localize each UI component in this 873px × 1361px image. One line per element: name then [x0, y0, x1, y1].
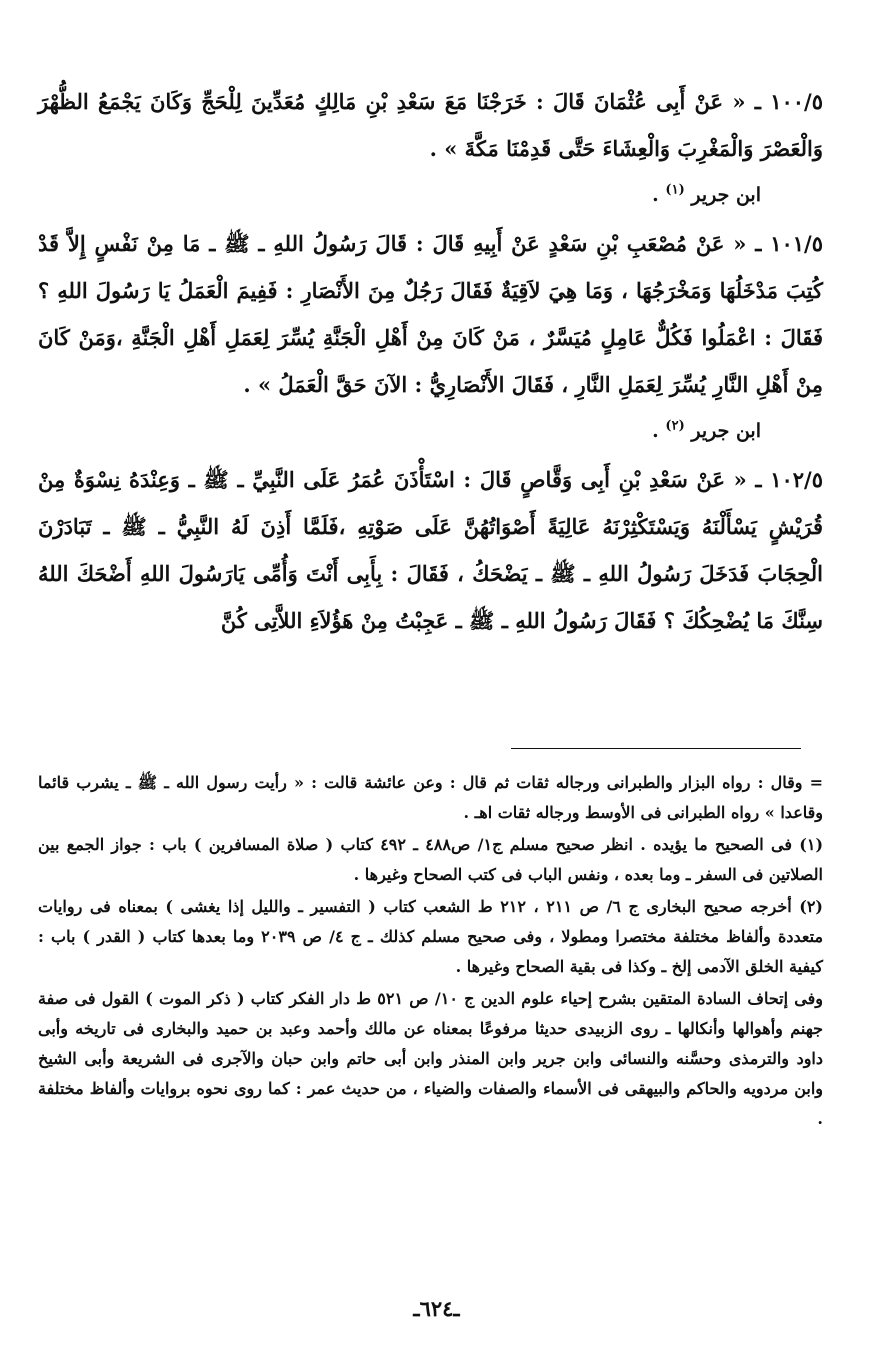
footnotes [38, 768, 823, 1136]
page-number: ـ٦٢٤ـ [413, 1296, 460, 1321]
source-name: ابن جرير [691, 184, 761, 206]
footnote-2: (٢) أخرجه صحيح البخارى ج ٦/ ص ٢١١ ، ٢١٢ ط الشعب كتاب ( التفسير ـ والليل إذا يغشى ) بمعناه فى روايات متعددة وألفاظ مختلفة مختصرا ومطولا ، وفى صحيح مسلم كذلك ـ ج ٤/ ص ٢٠٣٩ وما بعدها كتاب ( القدر ) باب : كيفية الخلق الآدمى إلخ ـ وكذا فى بقية الصحاح وغيرها . [38, 897, 824, 976]
footnote-ref-2: (٢) [665, 418, 685, 434]
main-text [38, 78, 823, 644]
hadith-102: ١٠٢/٥ ـ « عَنْ سَعْدِ بْنِ أَبِى وَقَّاصٍ قَالَ : اسْتَأْذَنَ عُمَرُ عَلَى النَّبِيِّ ـ ﷺ ـ وَعِنْدَهُ نِسْوَةٌ مِنْ قُرَيْشٍ يَسْأَلْنَهُ وَيَسْتَكْثِرْنَهُ عَالِيَةً أَصْوَاتُهُنَّ عَلَى صَوْتِهِ ،فَلَمَّا أَذِنَ لَهُ النَّبِيُّ ـ ﷺ ـ تَبَادَرْنَ الْحِجَابَ فَدَخَلَ رَسُولُ اللهِ ـ ﷺ ـ يَضْحَكُ ، فَقَالَ : بِأَبِى أَنْتَ وَأُمِّى يَارَسُولَ اللهِ أَضْحَكَ اللهُ سِنَّكَ مَا يُضْحِكُكَ ؟ فَقَالَ رَسُولُ اللهِ ـ ﷺ ـ عَجِبْتُ مِنْ هَؤُلاَءِ اللاَّتِى كُنَّ [38, 467, 823, 633]
hadith-100-source [38, 172, 823, 218]
hadith-101-source [38, 408, 823, 454]
footnote-continuation: = وقال : رواه البزار والطبرانى ورجاله ثقات ثم قال : وعن عائشة قالت : « رأيت رسول الله ـ ﷺ ـ يشرب قائما وقاعدا » رواه الطبرانى فى الأوسط ورجاله ثقات اهـ . [38, 773, 823, 822]
footnote-divider [511, 748, 801, 749]
source-name: ابن جرير [691, 420, 761, 442]
source-dot: . [652, 420, 659, 442]
footnote-2-continuation: وفى إتحاف السادة المتقين بشرح إحياء علوم الدين ج ١٠/ ص ٥٢١ ط دار الفكر كتاب ( ذكر الموت ) القول فى صفة جهنم وأهوالها وأنكالها ـ روى الزبيدى حديثا مرفوعًا بمعناه عن مالك وأحمد وعبد بن حميد والبخارى فى تاريخه وأبى داود والترمذى وحسَّنه والنسائى وابن جرير وابن المنذر وابن أبى حاتم وابن حبان والآجرى فى الشريعة وأبى الشيخ وابن مردويه والحاكم والبيهقى فى الأسماء والصفات والضياء ، من حديث عمر : كما روى نحوه بروايات وألفاظ مختلفة . [38, 989, 824, 1128]
footnote-ref-1: (١) [665, 182, 685, 198]
hadith-101: ١٠١/٥ ـ « عَنْ مُصْعَبِ بْنِ سَعْدٍ عَنْ أَبِيهِ قَالَ : قَالَ رَسُولُ اللهِ ـ ﷺ ـ مَا مِنْ نَفْسٍ إِلاَّ قَدْ كُتِبَ مَدْخَلُهَا وَمَخْرَجُهَا ، وَمَا هِيَ لاَقِيَةٌ فَقَالَ رَجُلٌ مِنَ الأَنْصَارِ : فَفِيمَ الْعَمَلُ يَا رَسُولَ اللهِ ؟ فَقَالَ : اعْمَلُوا فَكُلٌّ عَامِلٍ مُيَسَّرٌ ، مَنْ كَانَ مِنْ أَهْلِ الْجَنَّةِ يُسِّرَ لِعَمَلِ أَهْلِ الْجَنَّةِ ،وَمَنْ كَانَ مِنْ أَهْلِ النَّارِ يُسِّرَ لِعَمَلِ النَّارِ ، فَقَالَ الأَنْصَارِيُّ : الآنَ حَقَّ الْعَمَلُ » . [38, 231, 823, 397]
source-dot: . [652, 184, 659, 206]
hadith-100: ١٠٠/٥ ـ « عَنْ أَبِى عُثْمَانَ قَالَ : خَرَجْنَا مَعَ سَعْدِ بْنِ مَالِكٍ مُعَدِّينَ لِلْحَجِّ وَكَانَ يَجْمَعُ الظُّهْرَ وَالْعَصْرَ وَالْمَغْرِبَ وَالْعِشَاءَ حَتَّى قَدِمْنَا مَكَّةَ » . [38, 89, 823, 161]
footnote-1: (١) فى الصحيح ما يؤيده . انظر صحيح مسلم ج١/ ص٤٨٨ ـ ٤٩٢ كتاب ( صلاة المسافرين ) باب : جواز الجمع بين الصلاتين فى السفر ـ وما بعده ، ونفس الباب فى كتب الصحاح وغيرها . [38, 835, 824, 884]
